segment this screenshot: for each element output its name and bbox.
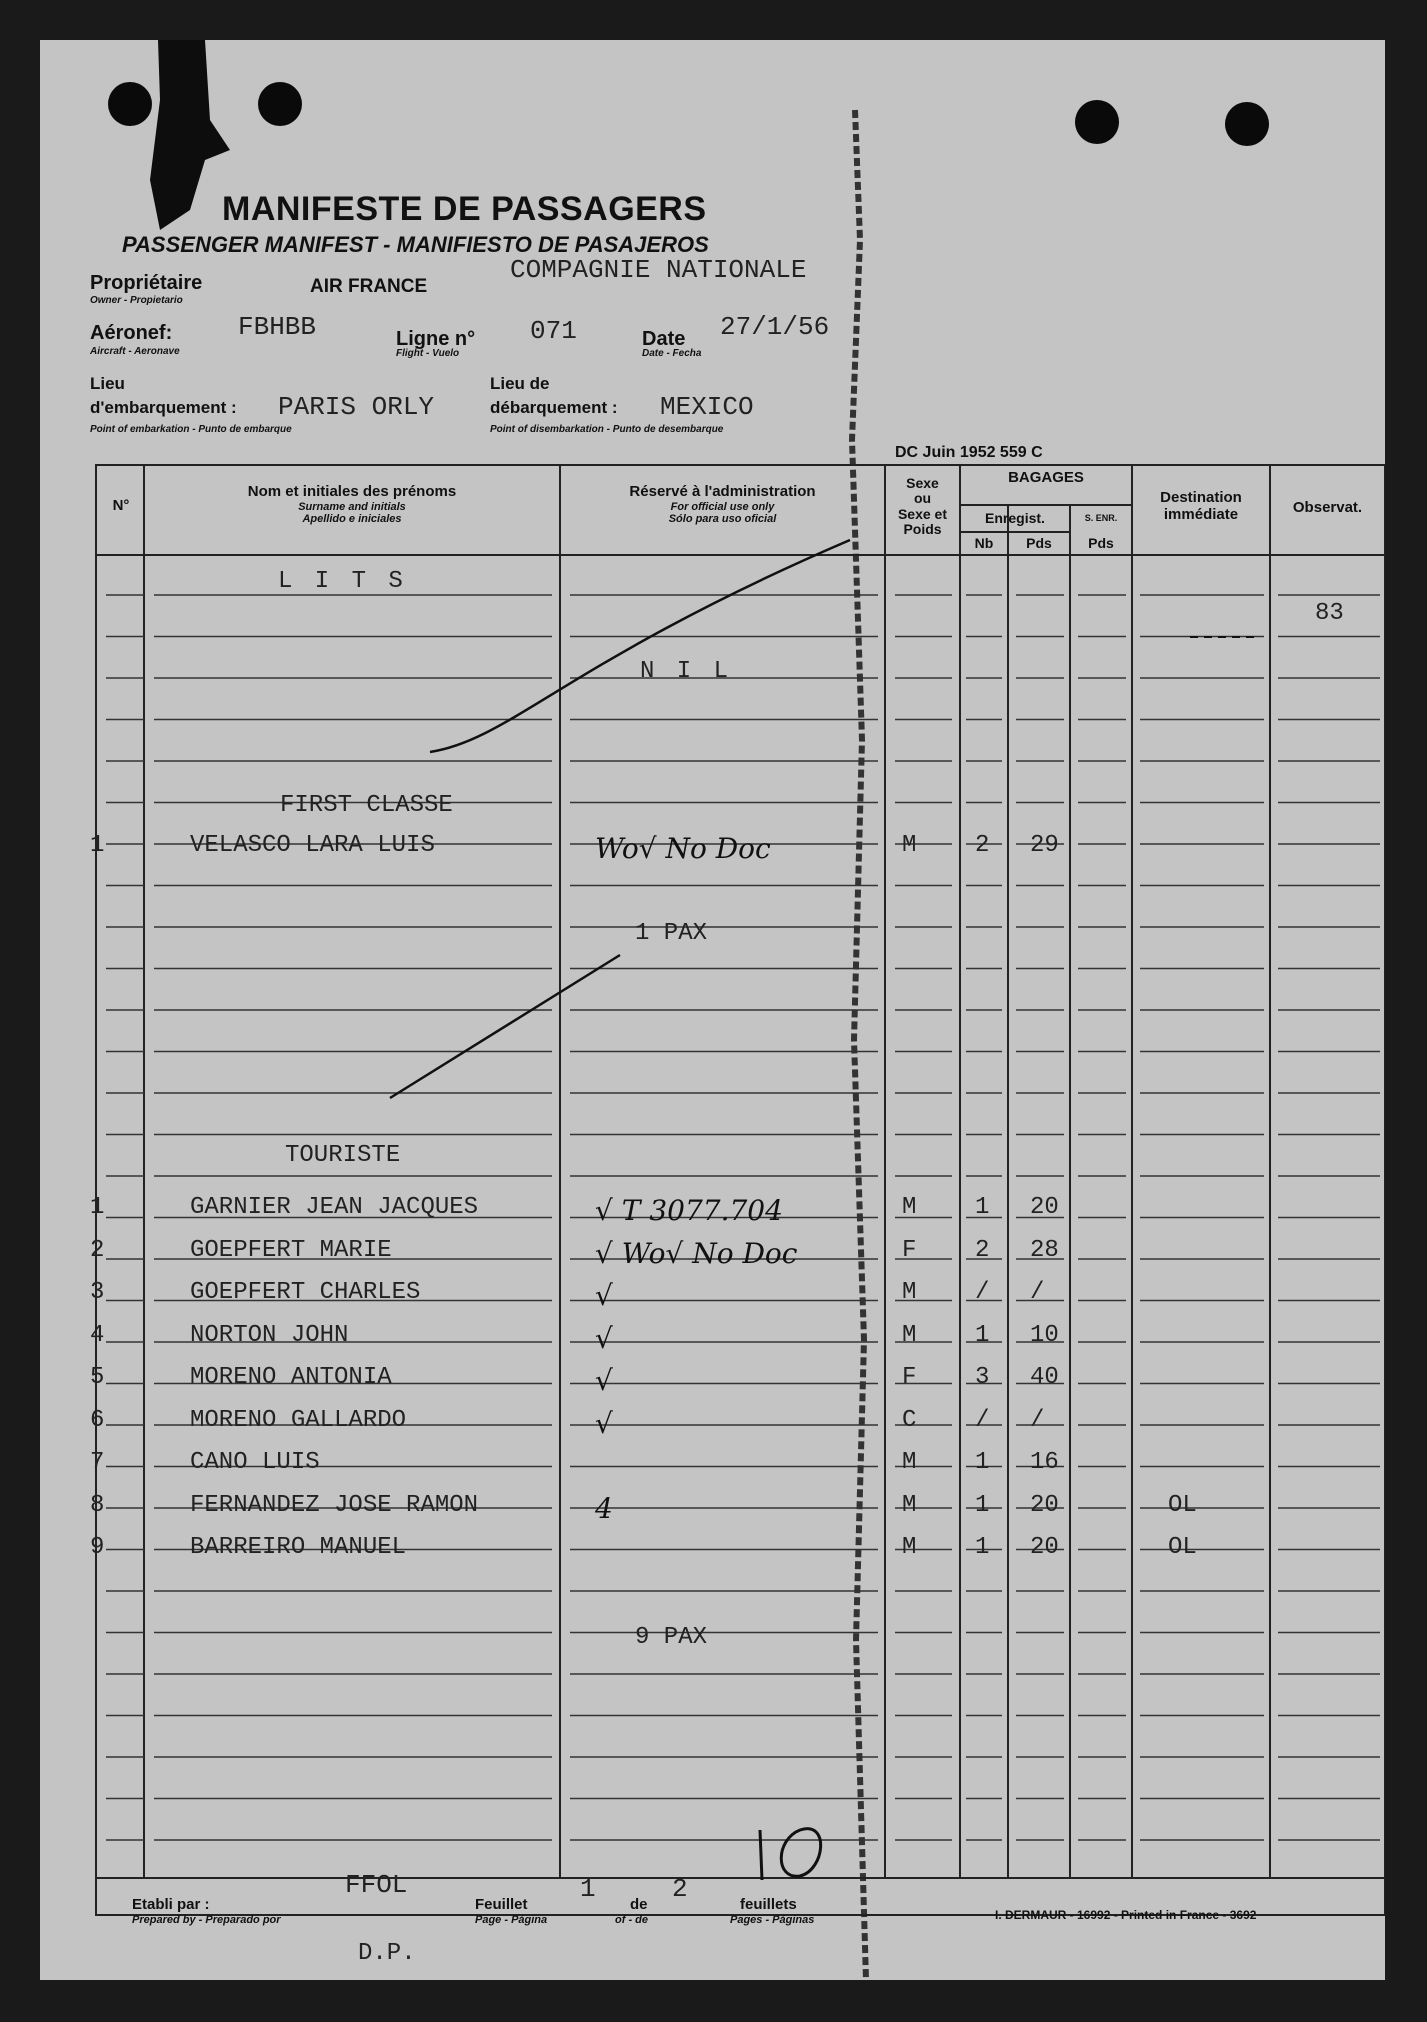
passenger-name: GOEPFERT MARIE <box>190 1236 392 1264</box>
passenger-no: 9 <box>90 1534 105 1561</box>
col-name-header <box>144 484 560 525</box>
passenger-no: 2 <box>90 1236 105 1264</box>
passenger-admin-note: √ <box>595 1321 613 1355</box>
col-registered-header: Enregist. <box>985 510 1045 526</box>
passenger-bag-weight: 28 <box>1030 1236 1059 1264</box>
col-name-sub2: Apellido e iniciales <box>302 512 402 525</box>
passenger-bag-weight: / <box>1030 1406 1045 1434</box>
aircraft-value: FBHBB <box>238 312 317 342</box>
passenger-bag-weight: 29 <box>1030 832 1059 859</box>
col-destination-header <box>1132 490 1270 523</box>
printer-note: I. DERMAUR - 16992 - Printed in France - 3692 <box>995 1908 1257 1922</box>
sheet-value: 1 <box>580 1874 596 1904</box>
passenger-no: 8 <box>90 1491 105 1519</box>
embark-label-2: d'embarquement : <box>90 398 237 417</box>
col-unreg-header: S. ENR. <box>1084 513 1118 523</box>
passenger-sex: M <box>902 1449 917 1476</box>
section-first-pax: 1 PAX <box>635 920 708 947</box>
passenger-name: NORTON JOHN <box>190 1321 349 1349</box>
date-value: 27/1/56 <box>720 312 830 342</box>
of-value: 2 <box>672 1874 688 1904</box>
passenger-name: CANO LUIS <box>190 1449 320 1476</box>
section-tourist: TOURISTE <box>285 1142 401 1169</box>
passenger-bag-weight: / <box>1030 1279 1045 1306</box>
col-name-sub1: Surname and initials <box>298 500 406 513</box>
passenger-no: 3 <box>90 1279 105 1306</box>
passenger-name: BARREIRO MANUEL <box>190 1534 407 1561</box>
ink-blot <box>150 40 230 230</box>
section-tourist-pax: 9 PAX <box>635 1624 708 1651</box>
passenger-no: 4 <box>90 1321 105 1349</box>
disembark-sublabel: Point of disembarkation - Punto de desembarque <box>490 424 724 435</box>
passenger-name: FERNANDEZ JOSE RAMON <box>190 1491 479 1519</box>
passenger-bag-count: 2 <box>975 1236 990 1264</box>
passenger-no: 5 <box>90 1364 105 1391</box>
sheets-sublabel: Pages - Páginas <box>730 1914 815 1926</box>
col-admin-header <box>560 484 885 525</box>
sheet-label: Feuillet <box>475 1896 528 1913</box>
passenger-bag-count: 1 <box>975 1321 990 1349</box>
passenger-no: 7 <box>90 1449 105 1476</box>
of-sublabel: of - de <box>615 1914 648 1926</box>
passenger-bag-count: 1 <box>975 1491 990 1519</box>
sheets-label: feuillets <box>740 1896 797 1913</box>
col-sex-2: ou <box>913 490 932 507</box>
passenger-admin-note: √ <box>595 1279 613 1312</box>
passenger-no: 1 <box>90 1194 105 1221</box>
date-label: Date <box>642 328 686 350</box>
passenger-bag-count: 1 <box>975 1194 990 1221</box>
flight-value: 071 <box>530 316 577 346</box>
col-admin-title: Réservé à l'administration <box>629 483 816 500</box>
passenger-name: VELASCO LARA LUIS <box>190 832 435 859</box>
prepared-sublabel: Prepared by - Preparado por <box>132 1914 281 1926</box>
embark-value: PARIS ORLY <box>278 392 435 422</box>
flight-sublabel: Flight - Vuelo <box>396 348 460 359</box>
col-sex-3: Sexe et <box>897 505 948 522</box>
col-sex-4: Poids <box>903 521 942 538</box>
aircraft-sublabel: Aircraft - Aeronave <box>90 346 180 357</box>
of-label: de <box>630 1896 648 1913</box>
passenger-name: MORENO GALLARDO <box>190 1406 407 1434</box>
passenger-admin-note: Wo√ No Doc <box>595 832 771 865</box>
embark-label-1: Lieu <box>90 374 125 393</box>
passenger-sex: M <box>902 1491 917 1519</box>
disembark-label-2: débarquement : <box>490 398 618 417</box>
col-nb-header: Nb <box>974 535 994 551</box>
date-sublabel: Date - Fecha <box>642 348 702 359</box>
passenger-admin-note: √ <box>595 1406 613 1440</box>
passenger-name: MORENO ANTONIA <box>190 1364 392 1391</box>
col-name-title: Nom et initiales des prénoms <box>247 483 457 500</box>
owner-value: AIR FRANCE <box>310 276 428 297</box>
section-nil: N I L <box>640 658 733 685</box>
passenger-sex: F <box>902 1236 917 1264</box>
embark-sublabel: Point of embarkation - Punto de embarque <box>90 424 292 435</box>
section-lits: L I T S <box>278 568 407 595</box>
col-sex-1: Sexe <box>906 475 939 491</box>
disembark-value: MEXICO <box>660 392 754 422</box>
form-code: DC Juin 1952 559 C <box>895 444 1043 461</box>
page-subtitle: PASSENGER MANIFEST - MANIFIESTO DE PASAJEROS <box>122 232 709 257</box>
passenger-sex: F <box>902 1364 917 1391</box>
sheet-sublabel: Page - Página <box>475 1914 548 1926</box>
passenger-bag-weight: 20 <box>1030 1534 1059 1561</box>
passenger-bag-count: 2 <box>975 832 990 859</box>
passenger-bag-count: / <box>975 1279 990 1306</box>
passenger-name: GOEPFERT CHARLES <box>190 1279 421 1306</box>
prepared-label: Etabli par : <box>132 1896 210 1913</box>
col-destination-2: immédiate <box>1163 505 1239 523</box>
passenger-bag-weight: 20 <box>1030 1194 1059 1221</box>
col-pds2-header: Pds <box>1088 535 1114 551</box>
aircraft-label: Aéronef: <box>90 322 173 344</box>
passenger-sex: M <box>902 832 917 859</box>
passenger-admin-note: √ T 3077.704 <box>595 1194 783 1227</box>
passenger-sex: M <box>902 1534 917 1561</box>
passenger-sex: M <box>902 1194 917 1221</box>
passenger-bag-weight: 16 <box>1030 1449 1059 1476</box>
owner-typed: COMPAGNIE NATIONALE <box>510 255 807 285</box>
col-admin-sub1: For official use only <box>670 500 775 513</box>
passenger-sex: C <box>902 1406 917 1434</box>
owner-label: Propriétaire <box>90 272 203 294</box>
passenger-no: 6 <box>90 1406 105 1434</box>
passenger-bag-count: 1 <box>975 1449 990 1476</box>
passenger-no: 1 <box>90 832 105 859</box>
passenger-name: GARNIER JEAN JACQUES <box>190 1194 479 1221</box>
owner-sublabel: Owner - Propietario <box>90 295 183 306</box>
col-sex-header <box>885 476 960 538</box>
flight-label: Ligne n° <box>396 328 476 350</box>
passenger-bag-count: 1 <box>975 1534 990 1561</box>
manifest-sheet <box>40 40 1385 1980</box>
passenger-destination: OL <box>1168 1491 1197 1519</box>
prepared-value: FFOL <box>345 1870 408 1900</box>
col-destination-1: Destination <box>1160 489 1242 506</box>
col-observations-header: Observat. <box>1292 499 1363 516</box>
passenger-admin-note: √ <box>595 1364 613 1397</box>
col-admin-sub2: Sólo para uso oficial <box>668 512 777 525</box>
col-pds-header: Pds <box>1026 535 1052 551</box>
disembark-label-1: Lieu de <box>490 374 550 393</box>
passenger-admin-note: √ Wo√ No Doc <box>595 1236 798 1270</box>
col-baggage-header: BAGAGES <box>1008 469 1084 486</box>
passenger-destination: OL <box>1168 1534 1197 1561</box>
passenger-bag-weight: 40 <box>1030 1364 1059 1391</box>
passenger-bag-count: 3 <box>975 1364 990 1391</box>
passenger-sex: M <box>902 1321 917 1349</box>
lits-observation: 83 <box>1315 600 1344 627</box>
passenger-sex: M <box>902 1279 917 1306</box>
section-first-class: FIRST CLASSE <box>280 792 453 819</box>
below-sheet-initials: D.P. <box>358 1940 416 1967</box>
col-no-header: N° <box>112 497 130 514</box>
passenger-bag-weight: 20 <box>1030 1491 1059 1519</box>
passenger-bag-count: / <box>975 1406 990 1434</box>
passenger-bag-weight: 10 <box>1030 1321 1059 1349</box>
passenger-admin-note: 4 <box>595 1491 613 1525</box>
page-title: MANIFESTE DE PASSAGERS <box>222 190 707 228</box>
